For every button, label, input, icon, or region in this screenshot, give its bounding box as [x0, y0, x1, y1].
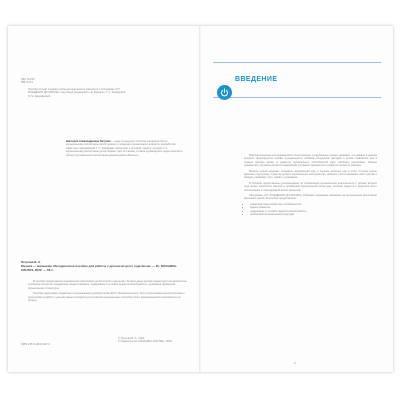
list-item: • примерный музыкальный репертуар.	[250, 213, 377, 216]
annotation-paragraph-1: В пособии представлено музыкальное воспитание детей второго года жизни. В книге даны краткие характеристики возрастных особенностей детей, определены задачи развития, содержание и условия педагогической работы, приведена примерная музыкальная литература.	[28, 280, 187, 290]
annotation-paragraph-2: Пособие адресовано педагогам и музыкальным руководителям ДОО. Материалы могут быть использованы воспитателями и родителями в работе с детьми раннего возраста для развития музыкальных способностей и эмоциональной отзывчивости на музыку.	[28, 292, 185, 303]
author-bio: — один из ведущих в России специалистов по музыкальному воспитанию детей раннего и младшего дошкольного возраста, разработчик известных направлений Т. С. Бабаджан. Автор книг и пособий, педагог, методист по музыкальному воспитанию детей первых трёх лет жизни, а также руководитель ряда проектов в области музыкального воспитания дошкольников «Малыш».	[66, 140, 183, 157]
left-page	[8, 26, 200, 372]
imprint-author: Петрова В. А.	[21, 260, 42, 264]
body-paragraph-2: Малыш только начинает познавать окружающий мир, и музыка помогает ему в этом. Слушая песни, двигаясь под музыку, играя на детских музыкальных инструментах, ребёнок учится выражать свои чувства и эмоции, развивает слух, память и внимание.	[244, 169, 377, 180]
udk-bbk-codes: УДК 74.100 ББК 373.2	[21, 78, 35, 85]
list-item: • характеристика возрастных особенностей;	[250, 203, 377, 206]
complex-note: Пособие входит в рамки учебно-методического комплекта к программе «ОТ РОЖДЕНИЯ ДО ШКОЛЫ» под общей редакцией Н. Е. Вераксы, Т. С. Комаровой, Э. М. Дорофеевой.	[28, 88, 126, 98]
book-spread	[8, 26, 393, 372]
body-paragraph-4: Программа «ОТ РОЖДЕНИЯ ДО ШКОЛЫ» обращает серьёзное внимание на музыкальное воспитание маленьких детей. В пособии представлено:	[244, 194, 377, 201]
body-paragraph-1: Многочисленными исследованиями отечественных и зарубежных учёных доказано, что именно в раннем возрасте формируются основы музыкальности ребёнка. Ощущение мелодии и ритма появляется уже в первые месяцы жизни, а развитие музыкальных способностей идёт особенно интенсивно. Раннее знакомство с музыкой является важнейшим условием гармоничного развития личности ребёнка.	[244, 154, 377, 168]
imprint-block	[21, 260, 187, 272]
list-item: • задачи развития;	[250, 206, 377, 209]
annotation	[28, 280, 188, 304]
body-paragraph-3: В пособии представлены рекомендации по организации музыкальной деятельности с детьми второго года жизни, конспекты занятий и примерный музыкальный репертуар, который педагоги и родители могут использовать в повседневной жизни малышей.	[244, 181, 377, 192]
isbn: ISBN 978-5-4315-1947-0	[21, 343, 50, 346]
power-icon	[217, 85, 232, 100]
copyright-publisher: © Издательство «МОЗАИКА-СИНТЕЗ», 2022	[118, 340, 172, 344]
copyright	[118, 337, 188, 344]
chapter-heading: ВВЕДЕНИЕ	[235, 76, 278, 83]
imprint-title: Музыка — малышам. Методическое пособие для работы с детьми второго года жизни. — М.: МОЗАИКА-СИНТЕЗ, 2022. — 56 с.	[21, 264, 178, 272]
author-name: Виктория Александровна Петрова	[66, 140, 111, 143]
page-number: 3	[294, 361, 296, 365]
list-item: • содержание и условия педагогической работы;	[250, 210, 377, 213]
right-page	[201, 26, 393, 372]
copyright-author: © Петрова В. А., 2022	[118, 337, 145, 340]
content-list	[244, 203, 377, 217]
body-text	[244, 154, 377, 217]
author-info	[66, 140, 184, 157]
